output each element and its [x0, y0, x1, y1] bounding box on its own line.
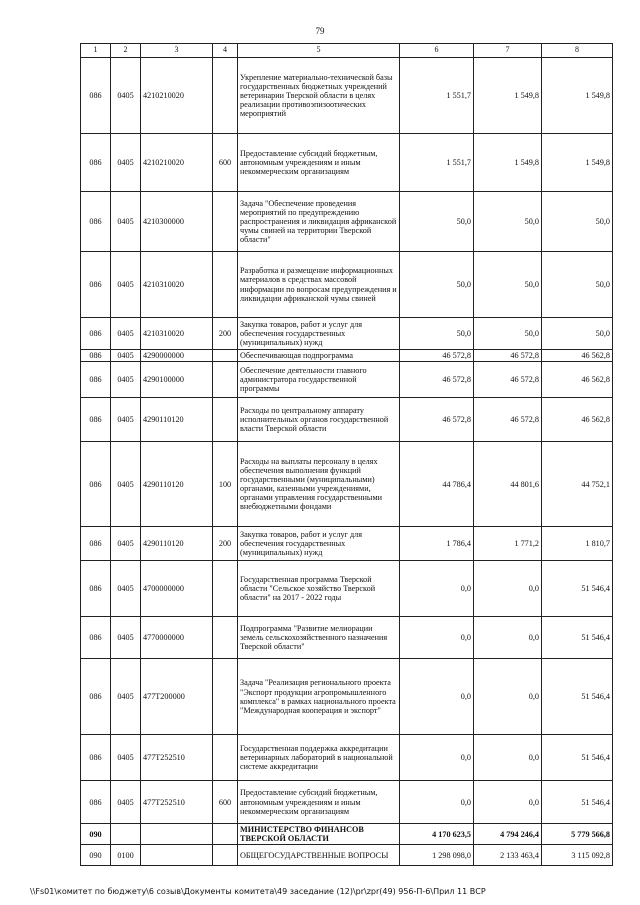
cell-c6: 1 298 098,0 — [400, 845, 474, 866]
cell-c3 — [141, 824, 213, 845]
cell-c3: 4770000000 — [141, 617, 213, 659]
cell-c5: Задача "Реализация регионального проекта "Экспорт продукции агропромышленного комплекса" в рамках национального проекта "Международная кооперация и экспорт" — [238, 659, 400, 735]
cell-c6: 50,0 — [400, 192, 474, 252]
cell-c7: 50,0 — [474, 252, 542, 318]
cell-c1: 086 — [81, 735, 111, 781]
cell-c5: Закупка товаров, работ и услуг для обеспечения государственных (муниципальных) нужд — [238, 318, 400, 350]
cell-c7: 2 133 463,4 — [474, 845, 542, 866]
cell-c1: 086 — [81, 617, 111, 659]
cell-c3 — [141, 845, 213, 866]
cell-c4: 200 — [213, 527, 238, 561]
cell-c2: 0405 — [111, 252, 141, 318]
cell-c7: 0,0 — [474, 617, 542, 659]
cell-c4 — [213, 561, 238, 617]
cell-c7: 1 771,2 — [474, 527, 542, 561]
cell-c3: 4210210020 — [141, 134, 213, 192]
cell-c6: 46 572,8 — [400, 362, 474, 398]
cell-c2: 0100 — [111, 845, 141, 866]
cell-c6: 1 786,4 — [400, 527, 474, 561]
table-row — [81, 192, 613, 252]
file-path-footer: \\Fs01\комитет по бюджету\6 созыв\Документы комитета\49 заседание (12)\pr\zpr(49) 956-П-6\Прил 11 ВСР — [30, 887, 486, 896]
cell-c8: 1 549,8 — [542, 134, 613, 192]
table-row — [81, 735, 613, 781]
cell-c3: 4700000000 — [141, 561, 213, 617]
cell-c8: 51 546,4 — [542, 735, 613, 781]
cell-c6: 0,0 — [400, 561, 474, 617]
cell-c7: 44 801,6 — [474, 442, 542, 527]
cell-c2: 0405 — [111, 617, 141, 659]
cell-c7: 1 549,8 — [474, 58, 542, 134]
cell-c5: Задача "Обеспечение проведения мероприятий по предупреждению распространения и ликвидация африканской чумы свиней на территории Тверской области" — [238, 192, 400, 252]
header-cell: 8 — [542, 44, 613, 58]
header-cell: 4 — [213, 44, 238, 58]
cell-c2: 0405 — [111, 442, 141, 527]
cell-c2: 0405 — [111, 134, 141, 192]
cell-c1: 086 — [81, 527, 111, 561]
cell-c5: Государственная программа Тверской области "Сельское хозяйство Тверской области" на 2017 - 2022 годы — [238, 561, 400, 617]
cell-c4 — [213, 735, 238, 781]
table-row — [81, 781, 613, 824]
cell-c3: 4210310020 — [141, 318, 213, 350]
cell-c6: 44 786,4 — [400, 442, 474, 527]
table-row — [81, 845, 613, 866]
cell-c6: 1 551,7 — [400, 58, 474, 134]
cell-c5: Обеспечивающая подпрограмма — [238, 350, 400, 362]
cell-c5: Предоставление субсидий бюджетным, автономным учреждениям и иным некоммерческим организациям — [238, 134, 400, 192]
cell-c4 — [213, 350, 238, 362]
cell-c4: 100 — [213, 442, 238, 527]
cell-c7: 46 572,8 — [474, 398, 542, 442]
table-row — [81, 58, 613, 134]
table-row — [81, 350, 613, 362]
cell-c3: 4210210020 — [141, 58, 213, 134]
cell-c6: 50,0 — [400, 252, 474, 318]
table-row — [81, 442, 613, 527]
cell-c4 — [213, 617, 238, 659]
cell-c6: 0,0 — [400, 659, 474, 735]
cell-c5: ОБЩЕГОСУДАРСТВЕННЫЕ ВОПРОСЫ — [238, 845, 400, 866]
cell-c8: 50,0 — [542, 252, 613, 318]
cell-c5: Подпрограмма "Развитие мелиорации земель сельскохозяйственного назначения Тверской области" — [238, 617, 400, 659]
cell-c1: 086 — [81, 58, 111, 134]
cell-c8: 51 546,4 — [542, 781, 613, 824]
cell-c5: Разработка и размещение информационных материалов в средствах массовой информации по вопросам предупреждения и ликвидации африканской чумы свиней — [238, 252, 400, 318]
cell-c3: 4290110120 — [141, 398, 213, 442]
header-cell: 1 — [81, 44, 111, 58]
cell-c6: 50,0 — [400, 318, 474, 350]
cell-c1: 086 — [81, 252, 111, 318]
cell-c4 — [213, 398, 238, 442]
cell-c2: 0405 — [111, 318, 141, 350]
cell-c5: МИНИСТЕРСТВО ФИНАНСОВ ТВЕРСКОЙ ОБЛАСТИ — [238, 824, 400, 845]
cell-c2: 0405 — [111, 561, 141, 617]
cell-c3: 477T252510 — [141, 781, 213, 824]
cell-c8: 51 546,4 — [542, 617, 613, 659]
cell-c6: 0,0 — [400, 617, 474, 659]
cell-c4 — [213, 845, 238, 866]
header-cell: 5 — [238, 44, 400, 58]
table-row — [81, 134, 613, 192]
header-cell: 7 — [474, 44, 542, 58]
table-row — [81, 527, 613, 561]
cell-c1: 086 — [81, 134, 111, 192]
cell-c1: 086 — [81, 192, 111, 252]
cell-c7: 46 572,8 — [474, 350, 542, 362]
cell-c8: 46 562,8 — [542, 398, 613, 442]
cell-c5: Укрепление материально-технической базы государственных бюджетных учреждений ветеринарии Тверской области в целях реализации противоэпизоотических мероприятий — [238, 58, 400, 134]
table-header-row — [81, 44, 613, 58]
cell-c4 — [213, 362, 238, 398]
cell-c1: 090 — [81, 845, 111, 866]
cell-c2: 0405 — [111, 350, 141, 362]
table-row — [81, 398, 613, 442]
cell-c7: 1 549,8 — [474, 134, 542, 192]
header-cell: 3 — [141, 44, 213, 58]
cell-c2: 0405 — [111, 58, 141, 134]
cell-c2: 0405 — [111, 398, 141, 442]
table-row — [81, 318, 613, 350]
cell-c4 — [213, 192, 238, 252]
header-cell: 6 — [400, 44, 474, 58]
cell-c8: 3 115 092,8 — [542, 845, 613, 866]
page-number: 79 — [315, 26, 325, 36]
table-row — [81, 659, 613, 735]
cell-c3: 4290110120 — [141, 442, 213, 527]
cell-c4 — [213, 659, 238, 735]
cell-c2 — [111, 824, 141, 845]
cell-c3: 4290110120 — [141, 527, 213, 561]
cell-c3: 4210300000 — [141, 192, 213, 252]
cell-c7: 50,0 — [474, 192, 542, 252]
cell-c5: Расходы на выплаты персоналу в целях обеспечения выполнения функций государственными (муниципальными) органами, казенными учреждениями, органами управления государственными внебюджетными фондами — [238, 442, 400, 527]
cell-c5: Закупка товаров, работ и услуг для обеспечения государственных (муниципальных) нужд — [238, 527, 400, 561]
cell-c8: 5 779 566,8 — [542, 824, 613, 845]
cell-c3: 4210310020 — [141, 252, 213, 318]
cell-c3: 4290100000 — [141, 362, 213, 398]
cell-c2: 0405 — [111, 192, 141, 252]
cell-c4: 600 — [213, 134, 238, 192]
cell-c1: 086 — [81, 362, 111, 398]
cell-c5: Расходы по центральному аппарату исполнительных органов государственной власти Тверской области — [238, 398, 400, 442]
table-row — [81, 561, 613, 617]
cell-c1: 086 — [81, 318, 111, 350]
cell-c4 — [213, 58, 238, 134]
cell-c7: 0,0 — [474, 659, 542, 735]
cell-c8: 51 546,4 — [542, 659, 613, 735]
cell-c6: 4 170 623,5 — [400, 824, 474, 845]
cell-c1: 086 — [81, 781, 111, 824]
cell-c1: 086 — [81, 398, 111, 442]
budget-table — [80, 43, 613, 866]
cell-c8: 50,0 — [542, 192, 613, 252]
cell-c4 — [213, 824, 238, 845]
cell-c6: 46 572,8 — [400, 350, 474, 362]
cell-c3: 4290000000 — [141, 350, 213, 362]
cell-c7: 50,0 — [474, 318, 542, 350]
cell-c3: 477T252510 — [141, 735, 213, 781]
cell-c6: 0,0 — [400, 735, 474, 781]
cell-c2: 0405 — [111, 527, 141, 561]
cell-c7: 0,0 — [474, 781, 542, 824]
cell-c7: 0,0 — [474, 735, 542, 781]
cell-c1: 090 — [81, 824, 111, 845]
cell-c1: 086 — [81, 442, 111, 527]
cell-c4: 200 — [213, 318, 238, 350]
cell-c4 — [213, 252, 238, 318]
cell-c4: 600 — [213, 781, 238, 824]
cell-c5: Предоставление субсидий бюджетным, автономным учреждениям и иным некоммерческим организациям — [238, 781, 400, 824]
header-cell: 2 — [111, 44, 141, 58]
cell-c7: 4 794 246,4 — [474, 824, 542, 845]
cell-c2: 0405 — [111, 781, 141, 824]
cell-c3: 477T200000 — [141, 659, 213, 735]
cell-c8: 46 562,8 — [542, 362, 613, 398]
cell-c1: 086 — [81, 561, 111, 617]
cell-c8: 46 562,8 — [542, 350, 613, 362]
cell-c5: Государственная поддержка аккредитации ветеринарных лабораторий в национальной системе аккредитации — [238, 735, 400, 781]
cell-c1: 086 — [81, 350, 111, 362]
table-row — [81, 824, 613, 845]
cell-c8: 44 752,1 — [542, 442, 613, 527]
cell-c2: 0405 — [111, 362, 141, 398]
table-row — [81, 252, 613, 318]
table-row — [81, 362, 613, 398]
cell-c8: 51 546,4 — [542, 561, 613, 617]
cell-c8: 50,0 — [542, 318, 613, 350]
cell-c2: 0405 — [111, 735, 141, 781]
cell-c1: 086 — [81, 659, 111, 735]
table-row — [81, 617, 613, 659]
cell-c8: 1 810,7 — [542, 527, 613, 561]
cell-c6: 1 551,7 — [400, 134, 474, 192]
cell-c7: 0,0 — [474, 561, 542, 617]
cell-c5: Обеспечение деятельности главного администратора государственной программы — [238, 362, 400, 398]
cell-c2: 0405 — [111, 659, 141, 735]
cell-c6: 0,0 — [400, 781, 474, 824]
cell-c7: 46 572,8 — [474, 362, 542, 398]
cell-c6: 46 572,8 — [400, 398, 474, 442]
cell-c8: 1 549,8 — [542, 58, 613, 134]
